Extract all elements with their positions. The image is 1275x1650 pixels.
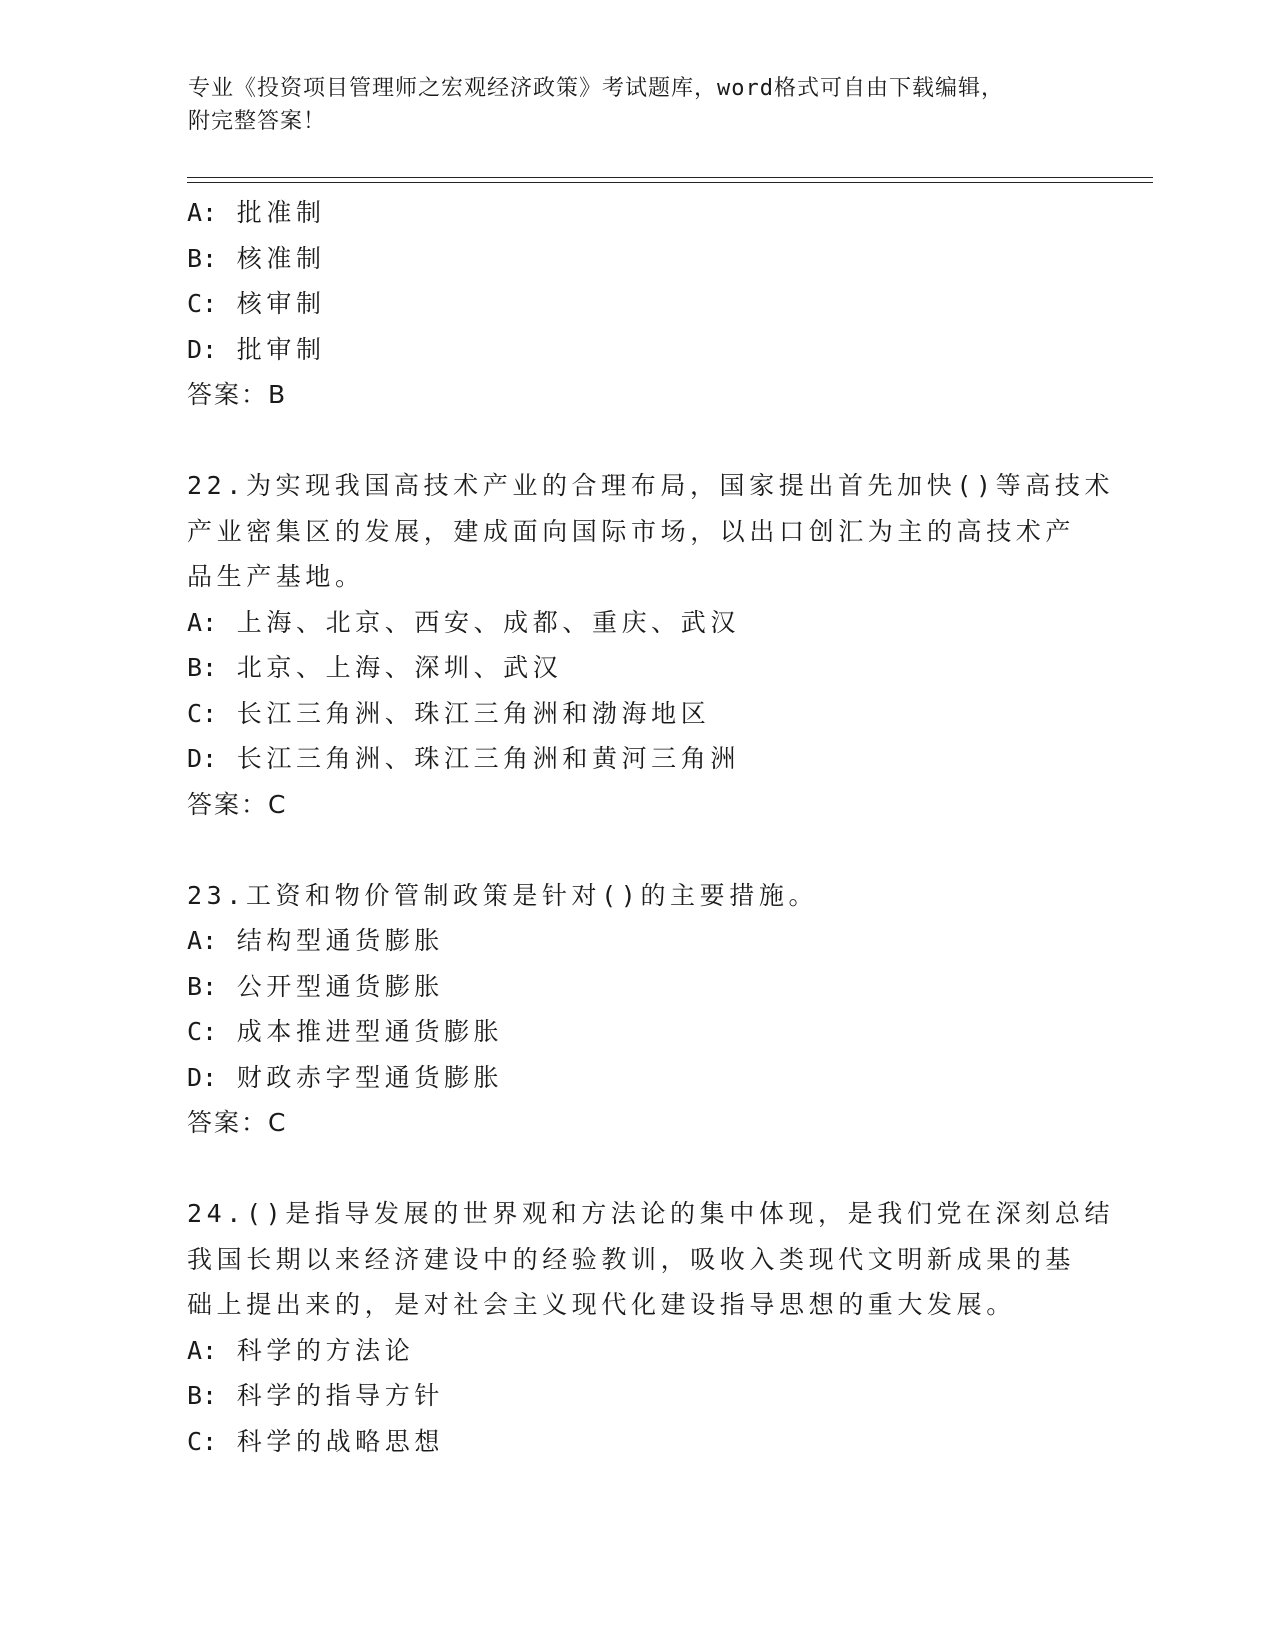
question-23 xyxy=(187,873,1107,1146)
document-header xyxy=(188,72,1088,138)
option-a: A: 科学的方法论 xyxy=(187,1335,415,1365)
option-d: D: 长江三角洲、珠江三角洲和黄河三角洲 xyxy=(187,744,740,773)
question-stem-line: 产业密集区的发展，建成面向国际市场，以出口创汇为主的高技术产 xyxy=(187,516,1076,546)
option-d: D: 批审制 xyxy=(187,334,326,364)
question-stem-line: 我国长期以来经济建设中的经验教训，吸收入类现代文明新成果的基 xyxy=(187,1244,1076,1274)
option-a: A: 结构型通货膨胀 xyxy=(187,926,444,955)
question-stem-line: 品生产基地。 xyxy=(187,562,365,591)
option-c: C: 核审制 xyxy=(187,289,326,318)
question-stem-line: 24.()是指导发展的世界观和方法论的集中体现，是我们党在深刻总结 xyxy=(187,1199,1115,1228)
option-c: C: 长江三角洲、珠江三角洲和渤海地区 xyxy=(187,698,711,728)
option-b: B: 北京、上海、深圳、武汉 xyxy=(187,653,563,682)
question-22 xyxy=(187,463,1115,827)
header-line-1: 专业《投资项目管理师之宏观经济政策》考试题库，word格式可自由下载编辑， xyxy=(188,76,1004,101)
option-d: D: 财政赤字型通货膨胀 xyxy=(187,1062,504,1092)
option-c: C: 科学的战略思想 xyxy=(187,1426,444,1456)
question-stem-line: 23.工资和物价管制政策是针对()的主要措施。 xyxy=(187,880,819,910)
option-a: A: 上海、北京、西安、成都、重庆、武汉 xyxy=(187,607,740,637)
header-line-2: 附完整答案！ xyxy=(188,109,327,134)
option-c: C: 成本推进型通货膨胀 xyxy=(187,1017,504,1046)
header-divider-top xyxy=(187,177,1153,178)
answer-line: 答案：B xyxy=(187,380,288,409)
question-stem-line: 础上提出来的，是对社会主义现代化建设指导思想的重大发展。 xyxy=(187,1290,1016,1319)
option-b: B: 核准制 xyxy=(187,243,326,273)
question-21 xyxy=(187,190,1107,418)
question-24 xyxy=(187,1191,1115,1464)
spacer xyxy=(187,827,1107,873)
option-a: A: 批准制 xyxy=(187,198,326,227)
spacer xyxy=(187,418,1107,464)
option-b: B: 公开型通货膨胀 xyxy=(187,971,444,1001)
option-b: B: 科学的指导方针 xyxy=(187,1381,444,1410)
spacer xyxy=(187,1146,1107,1192)
question-list xyxy=(187,190,1115,1464)
header-divider-bottom xyxy=(187,182,1153,183)
answer-line: 答案：C xyxy=(187,789,288,819)
answer-line: 答案：C xyxy=(187,1108,288,1137)
question-stem-line: 22.为实现我国高技术产业的合理布局，国家提出首先加快()等高技术 xyxy=(187,471,1115,500)
